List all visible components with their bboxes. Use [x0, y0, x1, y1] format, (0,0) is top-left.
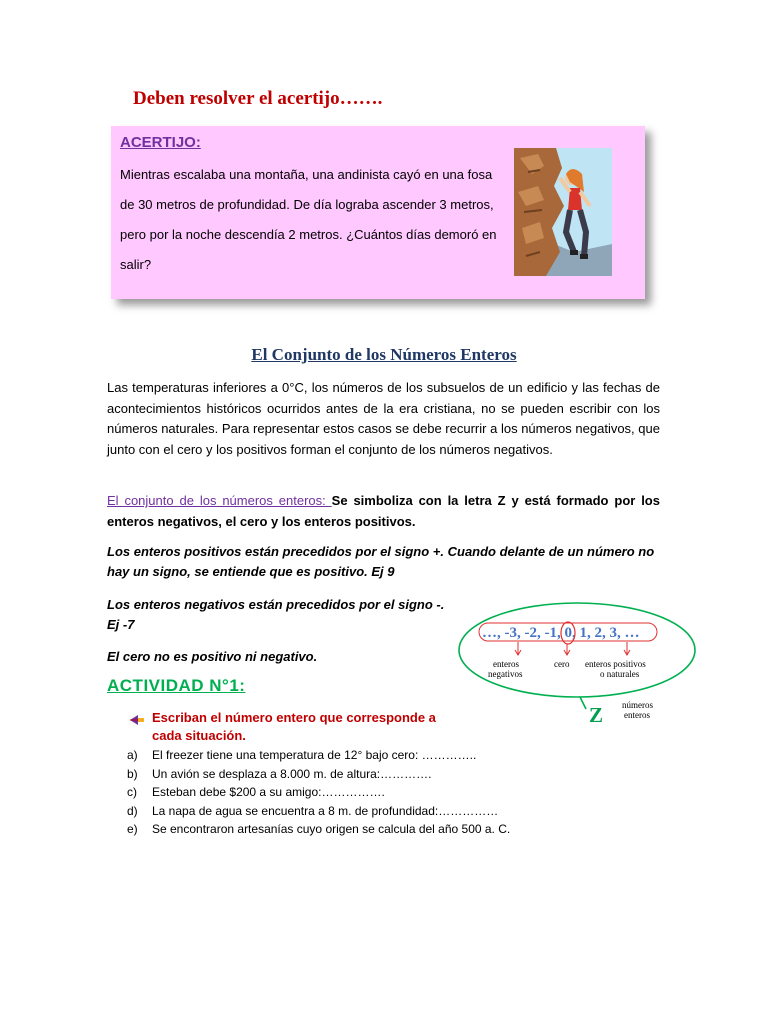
- riddle-line: salir?: [120, 257, 152, 272]
- riddle-text: [120, 160, 500, 280]
- negatives-text: [107, 595, 452, 635]
- integers-sequence: …, -3, -2, -1, 0, 1, 2, 3, …: [482, 625, 640, 641]
- activity-list: [127, 746, 627, 839]
- negatives-line: Los enteros negativos están precedidos por el signo -.: [107, 597, 445, 612]
- list-item: [127, 820, 627, 839]
- definition-text: Se simboliza con la letra Z y está formado por los enteros negativos, el cero y los enteros positivos.: [107, 493, 660, 529]
- item-letter: d): [127, 803, 138, 818]
- list-item: [127, 765, 627, 784]
- z-label-2: enteros: [624, 710, 650, 720]
- activity-instruction: Escriban el número entero que corresponde a cada situación.: [152, 710, 436, 743]
- list-item: [127, 746, 627, 765]
- label-negative-1: enteros: [493, 659, 519, 669]
- negatives-example: Ej -7: [107, 617, 135, 632]
- item-text: Esteban debe $200 a su amigo:…………….: [152, 785, 385, 799]
- label-positive-2: o naturales: [600, 669, 640, 679]
- riddle-label: ACERTIJO:: [120, 134, 201, 151]
- z-label-1: números: [622, 700, 653, 710]
- list-item: [127, 802, 627, 821]
- item-text: El freezer tiene una temperatura de 12° bajo cero: …………..: [152, 748, 477, 762]
- item-text: La napa de agua se encuentra a 8 m. de profundidad:……………: [152, 803, 499, 818]
- pushpin-bullet-icon: [129, 713, 145, 727]
- zero-text: El cero no es positivo ni negativo.: [107, 649, 318, 664]
- definition-label: El conjunto de los números enteros:: [107, 493, 332, 508]
- z-symbol: Z: [589, 703, 604, 727]
- definition-paragraph: [107, 490, 660, 532]
- item-letter: a): [127, 748, 138, 762]
- riddle-line: de 30 metros de profundidad. De día lograba ascender 3 metros,: [120, 197, 494, 212]
- item-text: Se encontraron artesanías cuyo origen se calcula del año 500 a. C.: [152, 822, 511, 836]
- label-zero: cero: [554, 659, 570, 669]
- item-letter: c): [127, 785, 137, 799]
- integers-diagram: [455, 598, 700, 730]
- item-letter: b): [127, 766, 138, 781]
- page-title: Deben resolver el acertijo…….: [133, 88, 383, 109]
- riddle-line: pero por la noche descendía 2 metros. ¿Cuántos días demoró en: [120, 227, 497, 242]
- intro-paragraph: Las temperaturas inferiores a 0°C, los números de los subsuelos de un edificio y las fechas de acontecimientos históricos ocurridos antes de la era cristiana, no se pueden escribir con los números naturales. Para representar estos casos se debe recurrir a los números negativos, que junto con el cero y los positivos forman el conjunto de los números negativos.: [107, 380, 660, 457]
- label-negative-2: negativos: [488, 669, 523, 679]
- item-letter: e): [127, 822, 138, 836]
- positives-text: Los enteros positivos están precedidos por el signo +. Cuando delante de un número no hay un signo, se entiende que es positivo. Ej 9: [107, 544, 655, 579]
- section-heading: El Conjunto de los Números Enteros: [251, 345, 517, 364]
- climber-image: [514, 148, 612, 276]
- label-positive-1: enteros positivos: [585, 659, 646, 669]
- list-item: [127, 783, 627, 802]
- item-text: Un avión se desplaza a 8.000 m. de altura:………….: [152, 766, 432, 781]
- riddle-line: Mientras escalaba una montaña, una andinista cayó en una fosa: [120, 167, 493, 182]
- activity-title: ACTIVIDAD N°1:: [107, 676, 246, 695]
